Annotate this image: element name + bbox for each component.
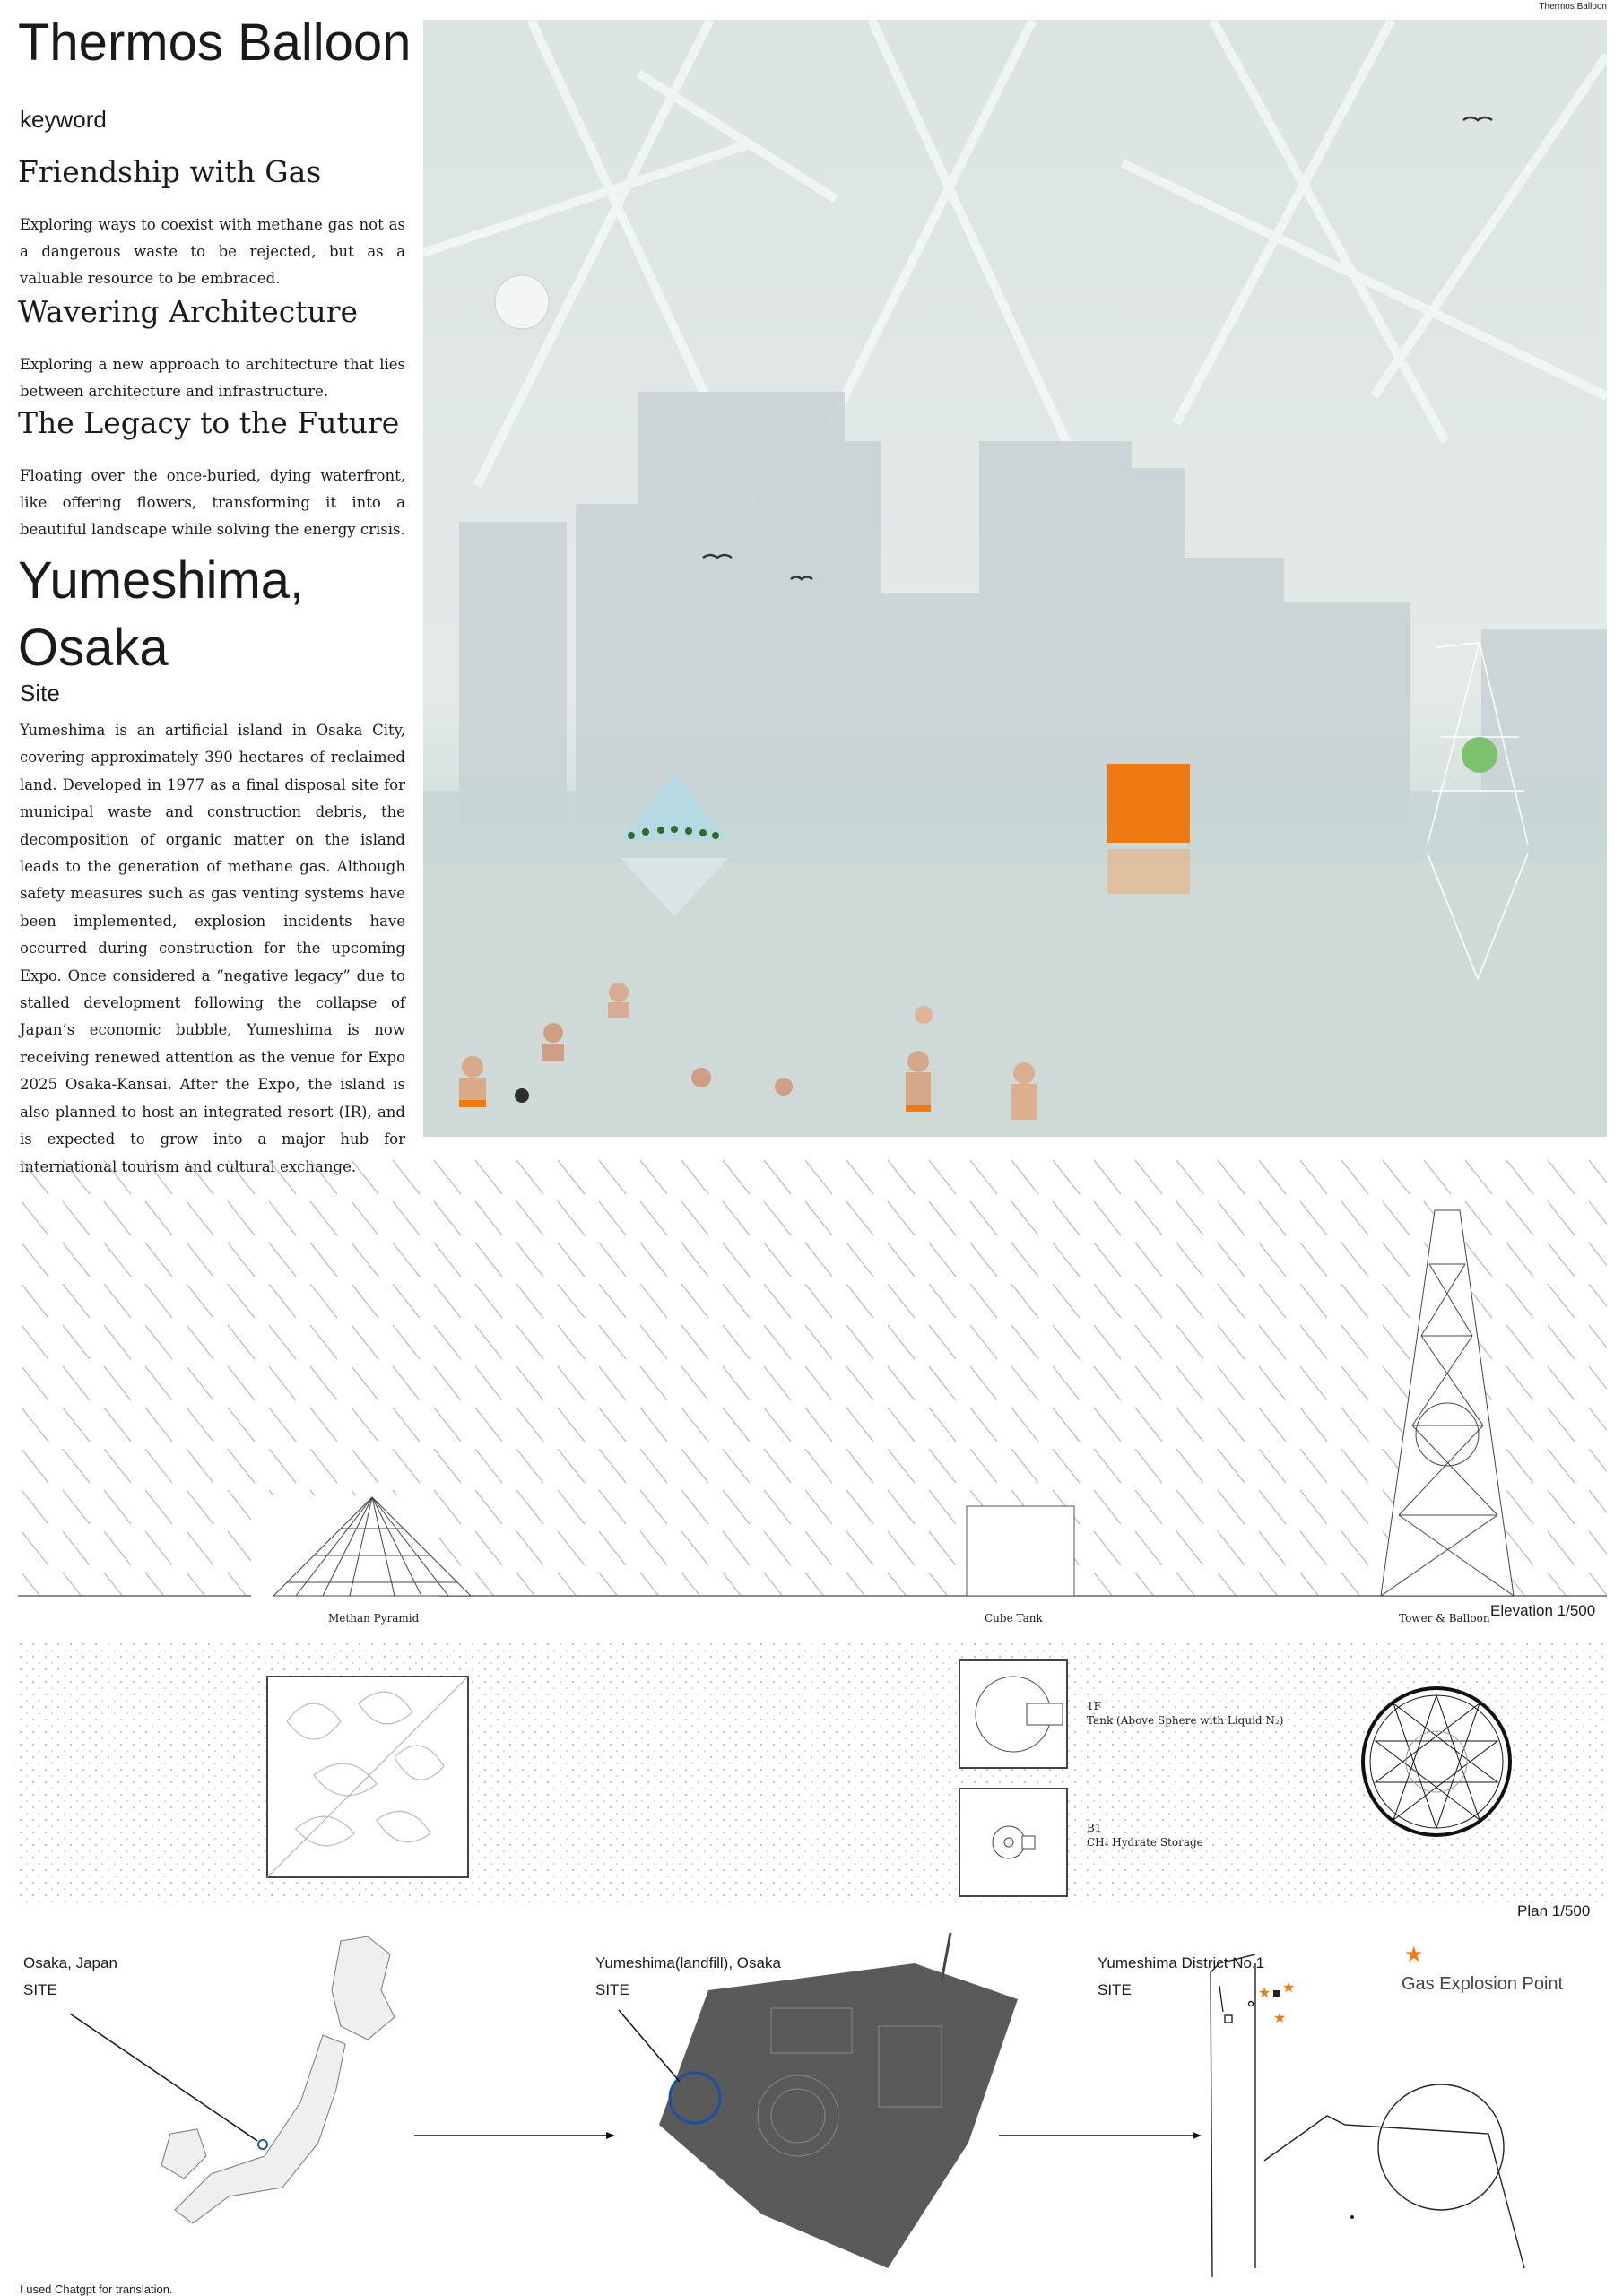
label-tower-balloon: Tower & Balloon (1399, 1612, 1490, 1625)
page-title: Thermos Balloon (18, 13, 412, 72)
map-1-place: Osaka, Japan (23, 1954, 117, 1971)
tank-plan-1f (959, 1660, 1067, 1768)
methan-pyramid-elevation (251, 1495, 471, 1598)
tank-1f-level: 1F (1087, 1700, 1101, 1712)
map-2-place: Yumeshima(landfill), Osaka (595, 1954, 781, 1971)
district-map (1211, 1954, 1524, 2277)
map-3-site: SITE (1098, 1981, 1132, 1998)
tower-plan (1363, 1688, 1510, 1835)
map-3-place: Yumeshima District No.1 (1098, 1954, 1265, 1971)
japan-map (161, 1936, 395, 2223)
pyramid-plan (267, 1677, 468, 1877)
keyword-label: keyword (20, 106, 107, 133)
tank-1f-desc: Tank (Above Sphere with Liquid N₂) (1087, 1714, 1284, 1727)
site-maps (0, 1928, 1623, 2286)
site-description: Yumeshima is an artificial island in Osaka City, covering approximately 390 hectares of reclaimed land. Developed in 1977 as a final disposal site for municipal waste and construction debris, the decomposition of organic matter on the island leads to the generation of methane gas. Although safety measures such as gas venting systems have been implemented, explosion incidents have occurred during construction for the upcoming Expo. Once considered a “negative legacy” due to stalled development following the collapse of Japan’s economic bubble, Yumeshima is now receiving renewed attention as the venue for Expo 2025 Osaka-Kansai. After the Expo, the island is also planned to host an integrated resort (IR), and is expected to grow into a major hub for (20, 722, 405, 1148)
site-label: Site (20, 680, 60, 706)
elevation-scale: Elevation 1/500 (1490, 1602, 1596, 1619)
label-methan-pyramid: Methan Pyramid (328, 1612, 420, 1625)
svg-text:★: ★ (1258, 1984, 1271, 2001)
hero-render (423, 20, 1607, 1137)
plan-drawing (18, 1641, 1607, 1914)
elevation-drawing (18, 1157, 1607, 1623)
svg-text:★: ★ (1282, 1979, 1296, 1996)
gas-explosion-stars (1258, 1979, 1295, 2026)
cube-tank-render (1107, 764, 1190, 843)
legend-star-icon: ★ (1404, 1942, 1424, 1967)
map-legend-label: Gas Explosion Point (1402, 1974, 1564, 1994)
keyword-heading-2: Wavering Architecture (18, 294, 359, 329)
cube-tank-elevation (967, 1506, 1074, 1596)
moon-icon (495, 275, 549, 329)
corner-label: Thermos Balloon (1539, 2, 1607, 12)
map-1-site: SITE (23, 1981, 57, 1998)
translation-note: I used Chatgpt for translation. (20, 2283, 173, 2296)
map-2-site: SITE (595, 1981, 629, 1998)
tank-plan-b1 (959, 1789, 1067, 1896)
balloon-render (1462, 737, 1497, 773)
keyword-text-2: Exploring a new approach to architecture that lies between architecture and infrastructure. (20, 356, 405, 400)
tank-b1-level: B1 (1087, 1822, 1102, 1834)
plan-scale: Plan 1/500 (1517, 1902, 1591, 1919)
keyword-heading-3: The Legacy to the Future (18, 405, 400, 440)
tank-b1-desc: CH₄ Hydrate Storage (1087, 1836, 1203, 1849)
keyword-text-3: Floating over the once-buried, dying waterfront, like offering flowers, transforming it into a beautiful landscape while solving the energy crisis. (20, 467, 405, 538)
keyword-heading-1: Friendship with Gas (18, 154, 322, 189)
label-cube-tank: Cube Tank (985, 1612, 1043, 1625)
site-title: Yumeshima, Osaka (18, 551, 305, 677)
svg-text:★: ★ (1273, 2009, 1287, 2026)
keyword-text-1: Exploring ways to coexist with methane gas not as a dangerous waste to be rejected, but as a valuable resource to be embraced. (20, 216, 405, 287)
